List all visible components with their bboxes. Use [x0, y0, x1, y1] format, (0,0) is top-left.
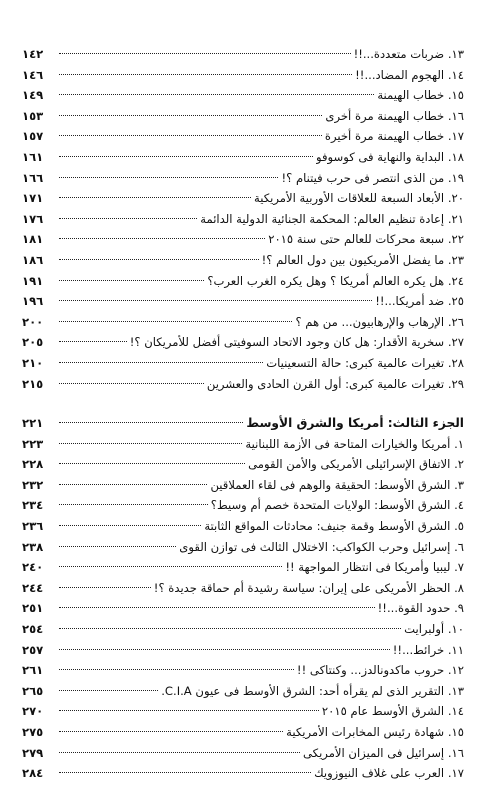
- dot-leader: [59, 218, 197, 219]
- toc-page-number: ١٦٦: [22, 170, 44, 185]
- toc-entry-title: ١٧. خطاب الهيمنة مرة أخيرة: [324, 129, 464, 144]
- dot-leader: [59, 362, 263, 363]
- dot-leader: [59, 525, 201, 526]
- toc-entry: [22, 168, 464, 189]
- toc-page-number: ١٥٧: [22, 129, 44, 144]
- toc-entry-title: ٢٤. هل يكره العالم أمريكا ؟ وهل يكره الغرب العرب؟: [207, 273, 464, 288]
- toc-entry: [22, 209, 464, 230]
- toc-entry: [22, 619, 464, 640]
- toc-entry: [22, 475, 464, 496]
- dot-leader: [59, 731, 283, 732]
- toc-entry: [22, 722, 464, 743]
- toc-entry-title: ١٩. من الذى انتصر فى حرب فيتنام ؟!: [281, 170, 464, 185]
- toc-page-number: ٢٨٤: [22, 766, 44, 781]
- dot-leader: [59, 341, 127, 342]
- toc-entry-title: ١٧. العرب على غلاف النيوزويك: [314, 766, 464, 781]
- toc-page-number: ٢٣٢: [22, 477, 44, 492]
- dot-leader: [59, 115, 322, 116]
- dot-leader: [59, 463, 245, 464]
- toc-entry-title: ٢٣. ما يفضل الأمريكيون بين دول العالم ؟!: [261, 252, 464, 267]
- toc-page-number: ١٤٩: [22, 88, 44, 103]
- toc-entry: [22, 126, 464, 147]
- toc-page-number: ٢٠٠: [22, 314, 44, 329]
- toc-entry: [22, 743, 464, 764]
- toc-entry-title: ٩. حدود القوة...!!: [377, 601, 464, 616]
- toc-page-number: ١٤٢: [22, 47, 44, 61]
- dot-leader: [59, 710, 319, 711]
- toc-entry-title: ٢٠. الأبعاد السبعة للعلاقات الأوربية الأمريكية: [254, 191, 464, 206]
- toc-entry: [22, 147, 464, 168]
- toc-entry: [22, 557, 464, 578]
- dot-leader: [59, 238, 265, 239]
- toc-entry-title: ٢٧. سخرية الأقدار: هل كان وجود الاتحاد السوفيتى أفضل للأمريكان ؟!: [129, 335, 464, 350]
- dot-leader: [59, 546, 176, 547]
- toc-entry-title: ١٣. ضربات متعددة...!!: [353, 47, 464, 61]
- dot-leader: [59, 94, 374, 95]
- dot-leader: [59, 74, 352, 75]
- dot-leader: [59, 443, 242, 444]
- toc-entry-title: ١٥. شهادة رئيس المخابرات الأمريكية: [286, 725, 464, 739]
- toc-entry: [22, 454, 464, 475]
- toc-page-number: ١٩١: [22, 273, 44, 288]
- dot-leader: [59, 197, 251, 198]
- toc-entry: [22, 434, 464, 455]
- toc-page-number: ١٤٦: [22, 67, 44, 82]
- toc-entry-title: ١١. خرائط...!!: [392, 642, 464, 657]
- dot-leader: [59, 690, 158, 691]
- toc-entry: [22, 537, 464, 558]
- toc-entry-title: ١٤. الشرق الأوسط عام ٢٠١٥: [321, 704, 464, 719]
- dot-leader: [59, 669, 294, 670]
- dot-leader: [59, 177, 278, 178]
- toc-page-number: ٢٠٥: [22, 335, 44, 350]
- toc-page-number: ٢٧٥: [22, 725, 44, 739]
- toc-page-number: ١٦١: [22, 149, 44, 164]
- toc-entry-title: ١٥. خطاب الهيمنة: [377, 88, 464, 103]
- toc-entry: [22, 332, 464, 353]
- dot-leader: [59, 156, 313, 157]
- dot-leader: [59, 383, 204, 384]
- toc-entry: [22, 85, 464, 106]
- toc-page-number: ٢٣٦: [22, 519, 44, 534]
- toc-page-number: ١٨٦: [22, 252, 44, 267]
- dot-leader: [59, 772, 311, 773]
- toc-page-number: ٢٦٥: [22, 683, 44, 698]
- toc-entry-title: ٥. الشرق الأوسط وقمة جنيف: محادثات المواقع الثابتة: [204, 519, 464, 534]
- toc-entry-title: ١٢. حروب ماكدونالدز... وكنتاكى !!: [296, 663, 464, 678]
- toc-entry: [22, 763, 464, 784]
- toc-entry: [22, 188, 464, 209]
- toc-entry-title: ١٠. أولبرايت: [404, 622, 464, 637]
- toc-page-number: ١٨١: [22, 232, 44, 247]
- toc-entry-title: ٤. الشرق الأوسط: الولايات المتحدة خصم أم وسيط؟: [210, 498, 464, 513]
- toc-page-number: ٢٦١: [22, 663, 44, 678]
- toc-page-number: ٢٣٤: [22, 498, 44, 513]
- toc-entry: [22, 701, 464, 722]
- section-title: الجزء الثالث: أمريكا والشرق الأوسط: [246, 416, 464, 431]
- toc-list-part-two-continued: [22, 44, 464, 394]
- toc-page-number: ٢٢٣: [22, 436, 44, 451]
- toc-page-number: ٢٤٤: [22, 580, 44, 595]
- dot-leader: [59, 422, 243, 423]
- toc-page-number: ٢٧٩: [22, 745, 44, 760]
- toc-entry: [22, 516, 464, 537]
- toc-page-number: ١٩٦: [22, 294, 44, 309]
- toc-entry: [22, 271, 464, 292]
- toc-page-number: ٢٥٤: [22, 622, 44, 637]
- toc-entry-title: ٦. إسرائيل وحرب الكواكب: الاختلال الثالث فى توازن القوى: [179, 539, 464, 554]
- toc-entry: [22, 374, 464, 395]
- toc-page-number: ٢٢٨: [22, 457, 44, 472]
- toc-entry-title: ١٣. التقرير الذى لم يقرأه أحد: الشرق الأوسط فى عيون C.I.A.: [161, 683, 464, 698]
- section-heading-part-three: [22, 413, 464, 434]
- dot-leader: [59, 752, 300, 753]
- toc-entry-title: ٢١. إعادة تنظيم العالم: المحكمة الجنائية الدولية الدائمة: [200, 211, 464, 226]
- dot-leader: [59, 504, 208, 505]
- toc-entry: [22, 65, 464, 86]
- toc-entry-title: ٢٩. تغيرات عالمية كبرى: أول القرن الحادى والعشرين: [206, 376, 464, 391]
- toc-entry-title: ٧. ليبيا وأمريكا فى انتظار المواجهة !!: [285, 560, 464, 575]
- section-page-number: ٢٢١: [22, 416, 44, 431]
- toc-entry-title: ٢٦. الإرهاب والإرهابيون... من هم ؟: [295, 314, 464, 329]
- dot-leader: [59, 259, 259, 260]
- toc-entry: [22, 681, 464, 702]
- toc-page-number: ٢١٥: [22, 376, 44, 391]
- dot-leader: [59, 649, 390, 650]
- toc-page-number: ٢٣٨: [22, 539, 44, 554]
- toc-entry-title: ٢٢. سبعة محركات للعالم حتى سنة ٢٠١٥: [268, 232, 464, 247]
- toc-entry-title: ٢٥. ضد أمريكا...!!: [375, 294, 464, 309]
- dot-leader: [59, 628, 401, 629]
- toc-entry: [22, 291, 464, 312]
- dot-leader: [59, 53, 351, 54]
- toc-list-part-three: [22, 434, 464, 784]
- toc-page-number: ١٧٦: [22, 211, 44, 226]
- toc-entry-title: ٢٨. تغيرات عالمية كبرى: حالة التسعينيات: [266, 355, 464, 370]
- dot-leader: [59, 300, 372, 301]
- toc-entry: [22, 578, 464, 599]
- toc-page-number: ٢٥١: [22, 601, 44, 616]
- dot-leader: [59, 280, 204, 281]
- toc-entry: [22, 495, 464, 516]
- dot-leader: [59, 607, 375, 608]
- toc-entry: [22, 640, 464, 661]
- toc-entry-title: ٢. الاتفاق الإسرائيلى الأمريكى والأمن القومى: [248, 457, 464, 472]
- dot-leader: [59, 587, 151, 588]
- dot-leader: [59, 135, 322, 136]
- toc-page-number: ٢٧٠: [22, 704, 44, 719]
- toc-page-number: ٢١٠: [22, 355, 44, 370]
- toc-entry: [22, 312, 464, 333]
- toc-page-number: ١٥٣: [22, 108, 44, 123]
- toc-entry: [22, 598, 464, 619]
- toc-entry-title: ١٤. الهجوم المضاد...!!: [355, 67, 464, 82]
- toc-entry-title: ١٦. إسرائيل فى الميزان الأمريكى: [303, 745, 464, 760]
- toc-entry: [22, 106, 464, 127]
- toc-entry-title: ٣. الشرق الأوسط: الحقيقة والوهم فى لقاء العملاقين: [210, 477, 464, 492]
- dot-leader: [59, 566, 282, 567]
- dot-leader: [59, 484, 207, 485]
- toc-entry: [22, 660, 464, 681]
- toc-page-number: ١٧١: [22, 191, 44, 206]
- dot-leader: [59, 321, 292, 322]
- toc-entry-title: ١. أمريكا والخيارات المتاحة فى الأزمة اللبنانية: [245, 436, 464, 451]
- toc-page-number: ٢٤٠: [22, 560, 44, 575]
- section-gap: [22, 394, 464, 413]
- toc-entry: [22, 44, 464, 65]
- toc-entry-title: ١٨. البداية والنهاية فى كوسوفو: [315, 149, 464, 164]
- toc-entry-title: ٨. الحظر الأمريكى على إيران: سياسة رشيدة أم حماقة جديدة ؟!: [153, 580, 464, 595]
- toc-entry: [22, 250, 464, 271]
- toc-page-number: ٢٥٧: [22, 642, 44, 657]
- toc-entry: [22, 353, 464, 374]
- toc-entry-title: ١٦. خطاب الهيمنة مرة أخرى: [325, 108, 464, 123]
- toc-entry: [22, 229, 464, 250]
